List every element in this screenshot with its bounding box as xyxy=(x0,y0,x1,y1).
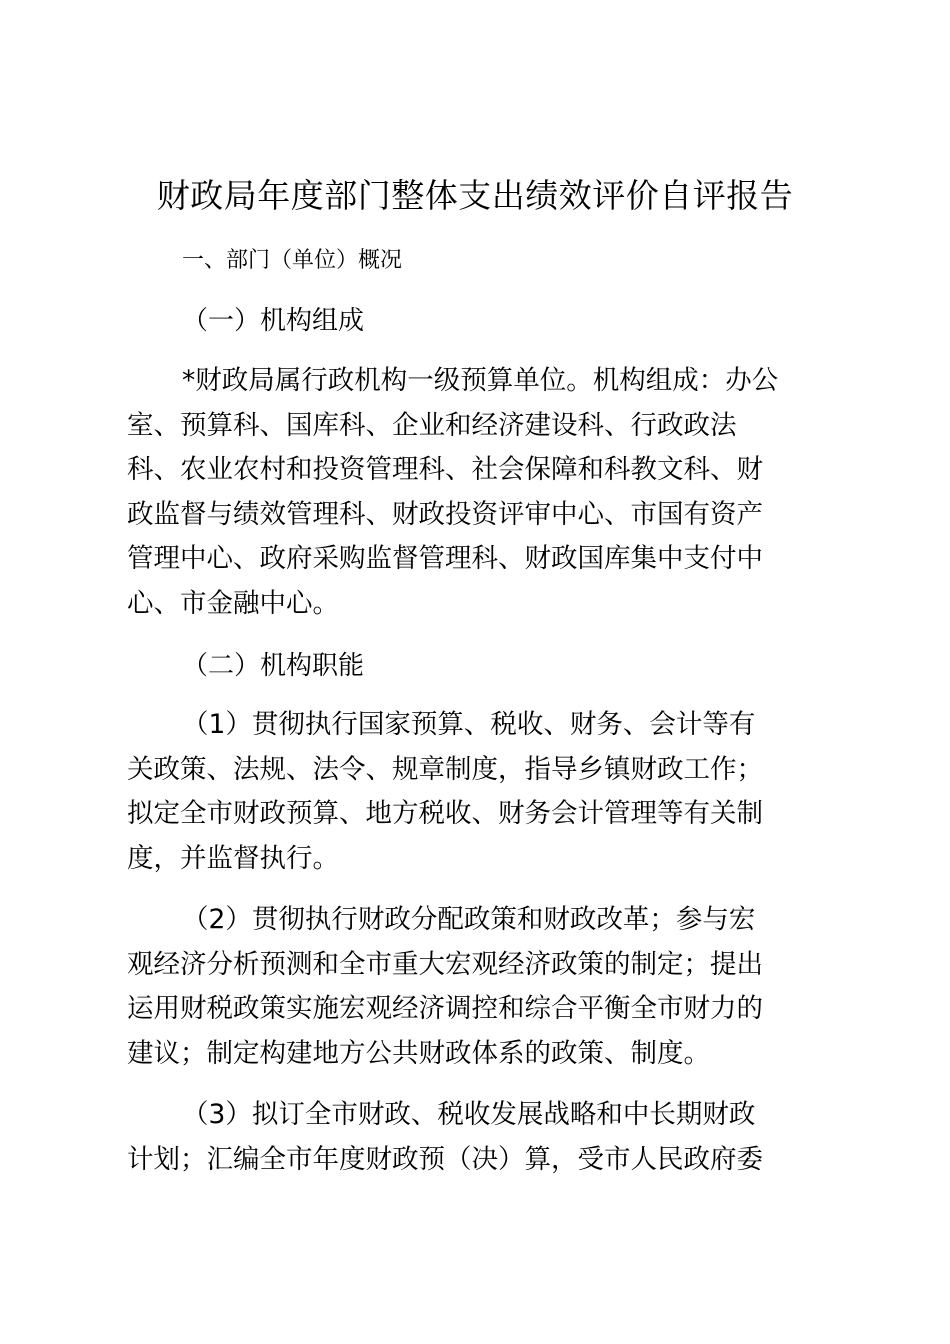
paragraph-line: 政监督与绩效管理科、财政投资评审中心、市国有资产 xyxy=(127,498,763,530)
paragraph-line: 科、农业农村和投资管理科、社会保障和科教文科、财 xyxy=(127,454,763,486)
paragraph-line: 管理中心、政府采购监督管理科、财政国库集中支付中 xyxy=(127,543,763,575)
paragraph-line: 关政策、法规、法令、规章制度，指导乡镇财政工作； xyxy=(127,753,763,785)
section-heading-overview: 一、部门（单位）概况 xyxy=(182,248,403,273)
paragraph-line: 室、预算科、国库科、企业和经济建设科、行政政法 xyxy=(127,409,737,441)
paragraph-line: （3）拟订全市财政、税收发展战略和中长期财政 xyxy=(182,1099,756,1130)
paragraph-organization xyxy=(127,359,833,627)
paragraph-line: 度，并监督执行。 xyxy=(127,842,339,874)
paragraph-line: *财政局属行政机构一级预算单位。机构组成：办公 xyxy=(182,365,779,396)
paragraph-line: 拟定全市财政预算、地方税收、财务会计管理等有关制 xyxy=(127,798,763,830)
paragraph-line: 建议；制定构建地方公共财政体系的政策、制度。 xyxy=(127,1037,710,1069)
paragraph-line: 心、市金融中心。 xyxy=(127,587,339,619)
subsection-heading-functions: （二）机构职能 xyxy=(182,651,365,681)
subsection-heading-organization: （一）机构组成 xyxy=(182,306,365,336)
document-title: 财政局年度部门整体支出绩效评价自评报告 xyxy=(156,176,794,215)
paragraph-function-3 xyxy=(127,1093,833,1182)
paragraph-function-2 xyxy=(127,898,833,1076)
paragraph-line: （2）贯彻执行财政分配政策和财政改革；参与宏 xyxy=(182,904,756,935)
paragraph-line: 计划；汇编全市年度财政预（决）算，受市人民政府委 xyxy=(127,1143,763,1175)
paragraph-line: 运用财税政策实施宏观经济调控和综合平衡全市财力的 xyxy=(127,993,763,1025)
paragraph-function-1 xyxy=(127,703,833,881)
paragraph-line: （1）贯彻执行国家预算、税收、财务、会计等有 xyxy=(182,709,756,740)
paragraph-line: 观经济分析预测和全市重大宏观经济政策的制定；提出 xyxy=(127,948,763,980)
